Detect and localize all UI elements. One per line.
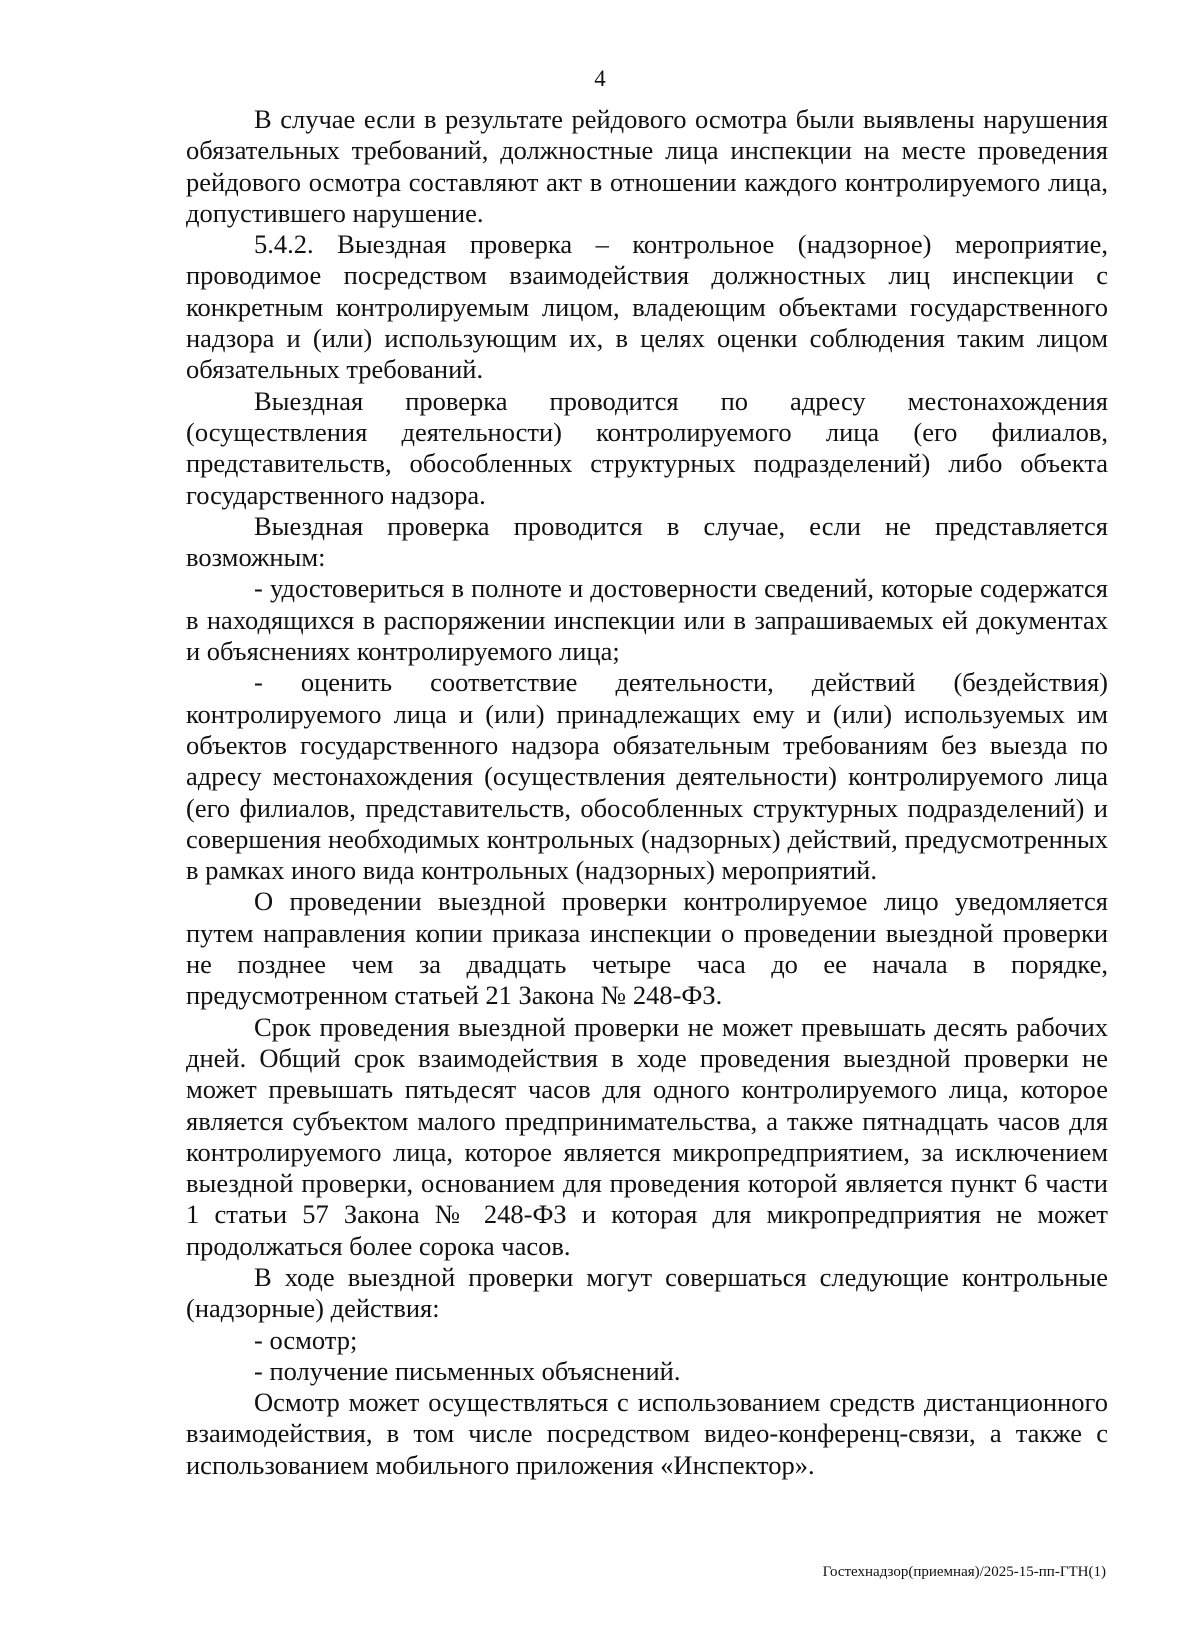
paragraph-inspection-duration: Срок проведения выездной проверки не может превышать десять рабочих дней. Общий срок взаимодействия в ходе проведения выездной проверки не может превышать пятьдесят часов для одного контролируемого лица, которое является субъектом малого предпринимательства, а также пятнадцать часов для контролируемого лица, которое является микропредприятием, за исключением выездной проверки, основанием для проведения которой является пункт 6 части 1 статьи 57 Закона № 248-ФЗ и которая для микропредприятия не может продолжаться более сорока часов. — [186, 1011, 1108, 1261]
list-item-verify-information: - удостовериться в полноте и достоверности сведений, которые содержатся в находящихся в распоряжении инспекции или в запрашиваемых ей документах и объяснениях контролируемого лица; — [186, 573, 1108, 667]
list-item-written-explanations: - получение письменных объяснений. — [254, 1355, 681, 1386]
paragraph-raid-inspection-act: В случае если в результате рейдового осмотра были выявлены нарушения обязательных требований, должностные лица инспекции на месте проведения рейдового осмотра составляют акт в отношении каждого контролируемого лица, допустившего нарушение. — [186, 104, 1108, 228]
paragraph-field-inspection-location: Выездная проверка проводится по адресу местонахождения (осуществления деятельности) контролируемого лица (его филиалов, представительств, обособленных структурных подразделений) либо объекта государственного надзора. — [186, 385, 1108, 510]
document-body — [186, 104, 1108, 1481]
document-registration-code: Гостехнадзор(приемная)/2025-15-пп-ГТН(1) — [822, 1564, 1106, 1580]
paragraph-notification: О проведении выездной проверки контролируемое лицо уведомляется путем направления копии приказа инспекции о проведении выездной проверки не позднее чем за двадцать четыре часа до ее начала в порядке, предусмотренном статьей 21 Закона № 248-ФЗ. — [186, 886, 1108, 1011]
page-number: 4 — [594, 66, 606, 91]
paragraph-field-inspection-conditions: Выездная проверка проводится в случае, если не представляется возможным: — [186, 510, 1108, 573]
paragraph-remote-examination: Осмотр может осуществляться с использованием средств дистанционного взаимодействия, в том числе посредством видео-конференц-связи, а также с использованием мобильного приложения «Инспектор». — [186, 1387, 1108, 1480]
list-item-examination: - осмотр; — [254, 1324, 358, 1355]
paragraph-control-actions: В ходе выездной проверки могут совершаться следующие контрольные (надзорные) действия: — [186, 1261, 1108, 1324]
list-item-assess-compliance: - оценить соответствие деятельности, действий (бездействия) контролируемого лица и (или) принадлежащих ему и (или) используемых им объектов государственного надзора обязательным требованиям без выезда по адресу местонахождения (осуществления деятельности) контролируемого лица (его филиалов, представительств, обособленных структурных подразделений) и совершения необходимых контрольных (надзорных) действий, предусмотренных в рамках иного вида контрольных (надзорных) мероприятий. — [186, 667, 1108, 886]
paragraph-field-inspection-definition: 5.4.2. Выездная проверка – контрольное (надзорное) мероприятие, проводимое посредством взаимодействия должностных лиц инспекции с конкретным контролируемым лицом, владеющим объектами государственного надзора и (или) использующим их, в целях оценки соблюдения таким лицом обязательных требований. — [186, 229, 1108, 385]
